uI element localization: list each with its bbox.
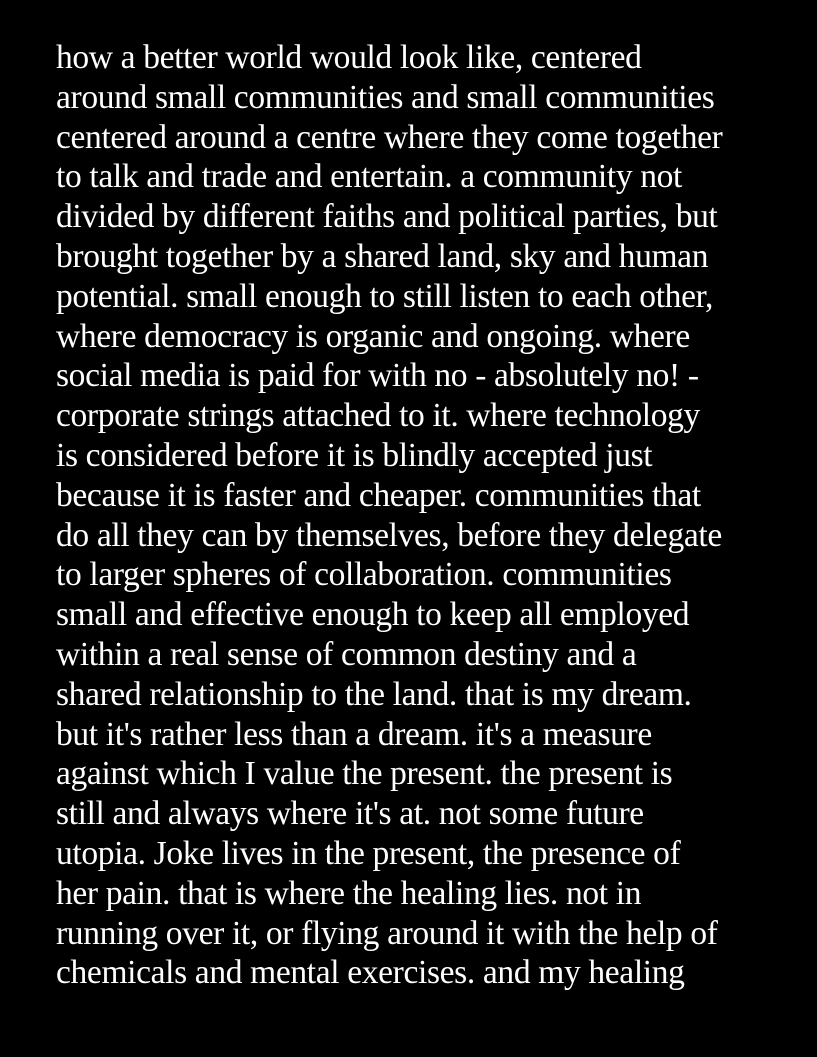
text-line: chemicals and mental exercises. and my healing: [56, 954, 685, 992]
text-line: shared relationship to the land. that is my dream.: [56, 675, 692, 713]
text-line: brought together by a shared land, sky and human: [56, 237, 709, 275]
text-line: her pain. that is where the healing lies. not in: [56, 874, 642, 912]
text-line: utopia. Joke lives in the present, the presence of: [56, 834, 681, 872]
text-line: within a real sense of common destiny and a: [56, 635, 637, 673]
text-line: do all they can by themselves, before they delegate: [56, 516, 722, 554]
body-text: [56, 38, 796, 993]
text-line: where democracy is organic and ongoing. where: [56, 317, 690, 355]
text-line: potential. small enough to still listen to each other,: [56, 277, 714, 315]
text-line: divided by different faiths and political parties, but: [56, 198, 718, 236]
text-line: still and always where it's at. not some future: [56, 795, 644, 833]
text-line: is considered before it is blindly accepted just: [56, 436, 653, 474]
text-line: running over it, or flying around it with the help of: [56, 914, 718, 952]
text-line: because it is faster and cheaper. communities that: [56, 476, 701, 514]
text-line: small and effective enough to keep all employed: [56, 596, 690, 634]
text-line: to talk and trade and entertain. a community not: [56, 158, 683, 196]
text-line: how a better world would look like, centered: [56, 39, 642, 76]
text-line: centered around a centre where they come together: [56, 118, 723, 156]
text-line: around small communities and small communities: [56, 78, 715, 116]
text-line: but it's rather less than a dream. it's a measure: [56, 715, 652, 753]
text-line: corporate strings attached to it. where technology: [56, 397, 700, 435]
text-line: against which I value the present. the present is: [56, 755, 673, 793]
text-line: social media is paid for with no - absolutely no! -: [56, 357, 699, 395]
text-line: to larger spheres of collaboration. communities: [56, 556, 672, 594]
